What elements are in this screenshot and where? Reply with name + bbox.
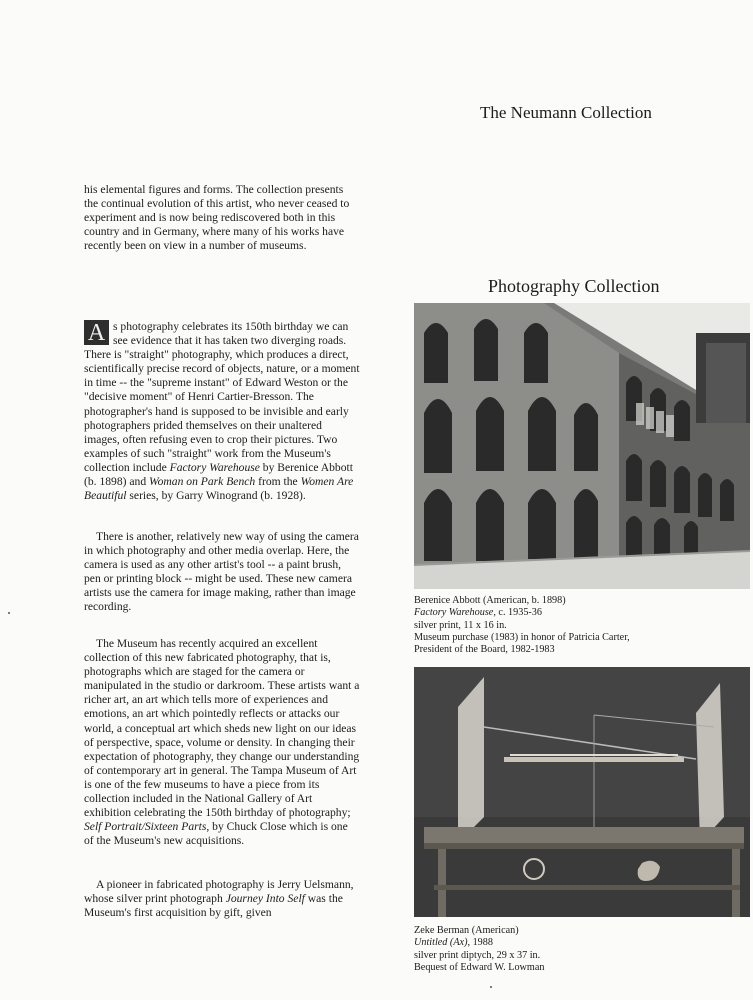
- intro-text: his elemental figures and forms. The collection presents the continual evolution of this artist, who never ceased to experiment and is now being rediscovered both in this country and in Germany, where many of his works have recently been on view in a number of museums.: [84, 183, 350, 253]
- p3-end: , by Chuck Close which is one of the Museum's new acquisitions.: [84, 820, 348, 848]
- p1-title-woman-on-park-bench: Woman on Park Bench: [149, 475, 256, 489]
- caption-title-line: [414, 937, 750, 949]
- intro-paragraph: [84, 183, 360, 253]
- p4-lead: A pioneer in fabricated photography is Jerry Uelsmann, whose silver print photograph: [84, 878, 354, 906]
- caption-date: , 1988: [467, 937, 493, 949]
- article-paragraph-1: [84, 320, 360, 503]
- caption-title-line: [414, 607, 750, 619]
- scan-speck: [8, 612, 10, 614]
- caption-title: Factory Warehouse: [414, 607, 494, 619]
- p3-lead: The Museum has recently acquired an excellent collection of this new fabricated photography, that is, photographs which are staged for the camera or manipulated in the studio or darkroom. These artists want a richer art, an art which tells more of experiences and emotions, an art which pointedly reflects or attacks our world, a conceptual art which sheds new light on our ideas of perspective, space, volume or density. In changing their expectation of photography, they change our understanding of contemporary art in general. The Tampa Museum of Art is one of the few museums to have a piece from its collection included in the National Gallery of Art exhibition celebrating the 150th birthday of photography;: [84, 637, 360, 820]
- caption-credit-cont: President of the Board, 1982-1983: [414, 644, 555, 656]
- caption-artist: Berenice Abbott (American, b. 1898): [414, 595, 566, 606]
- caption-title: Untitled (Ax): [414, 937, 468, 949]
- p2-text: There is another, relatively new way of using the camera in which photography and other media overlap. Here, the camera is used as any other artist's tool -- a paint brush, pen or printing block -- might be used. These new camera artists use the camera for image making, rather than image recording.: [84, 530, 359, 614]
- article-paragraph-3: [84, 637, 360, 848]
- article-paragraph-2: [84, 530, 360, 615]
- p4-end: was the Museum's first acquisition by gift, given: [84, 892, 343, 920]
- scan-speck: [490, 986, 492, 988]
- caption-artist: Zeke Berman (American): [414, 925, 519, 936]
- running-title: The Neumann Collection: [480, 103, 652, 122]
- caption-factory-warehouse: [414, 595, 750, 656]
- caption-medium: silver print diptych, 29 x 37 in.: [414, 949, 541, 961]
- p1-mid-2: from the: [255, 475, 301, 489]
- p4-title-journey-into-self: Journey Into Self: [225, 892, 305, 906]
- factory-warehouse-photo: [414, 303, 750, 589]
- p1-title-women-are-beautiful: Women Are Beautiful: [84, 475, 354, 503]
- caption-medium: silver print, 11 x 16 in.: [414, 619, 507, 631]
- p1-lead: s photography celebrates its 150th birthday we can see evidence that it has taken two diverging roads. There is "straight" photography, which produces a direct, scientifically precise record of objects, nature, or a moment in time -- the "supreme instant" of Edward Weston or the "decisive moment" of Henri Cartier-Bresson. The photographer's hand is supposed to be invisible and early photographers prided themselves on their unaltered images, often refusing even to crop their pictures. Two examples of such "straight" work from the Museum's collection include: [84, 320, 360, 474]
- caption-credit: Bequest of Edward W. Lowman: [414, 961, 545, 973]
- p1-mid-1: by Berenice Abbott (b. 1898) and: [84, 460, 353, 489]
- drop-cap: A: [84, 320, 109, 345]
- caption-credit: Museum purchase (1983) in honor of Patricia Carter,: [414, 631, 630, 643]
- p1-end: series, by Garry Winogrand (b. 1928).: [126, 489, 306, 503]
- untitled-ax-photo: [414, 667, 750, 917]
- article-paragraph-4: [84, 878, 360, 920]
- caption-untitled-ax: [414, 925, 750, 974]
- p1-title-factory-warehouse: Factory Warehouse: [169, 460, 260, 474]
- caption-date: , c. 1935-36: [493, 607, 542, 619]
- p3-title-self-portrait: Self Portrait/Sixteen Parts: [84, 820, 207, 834]
- section-title: Photography Collection: [488, 276, 660, 296]
